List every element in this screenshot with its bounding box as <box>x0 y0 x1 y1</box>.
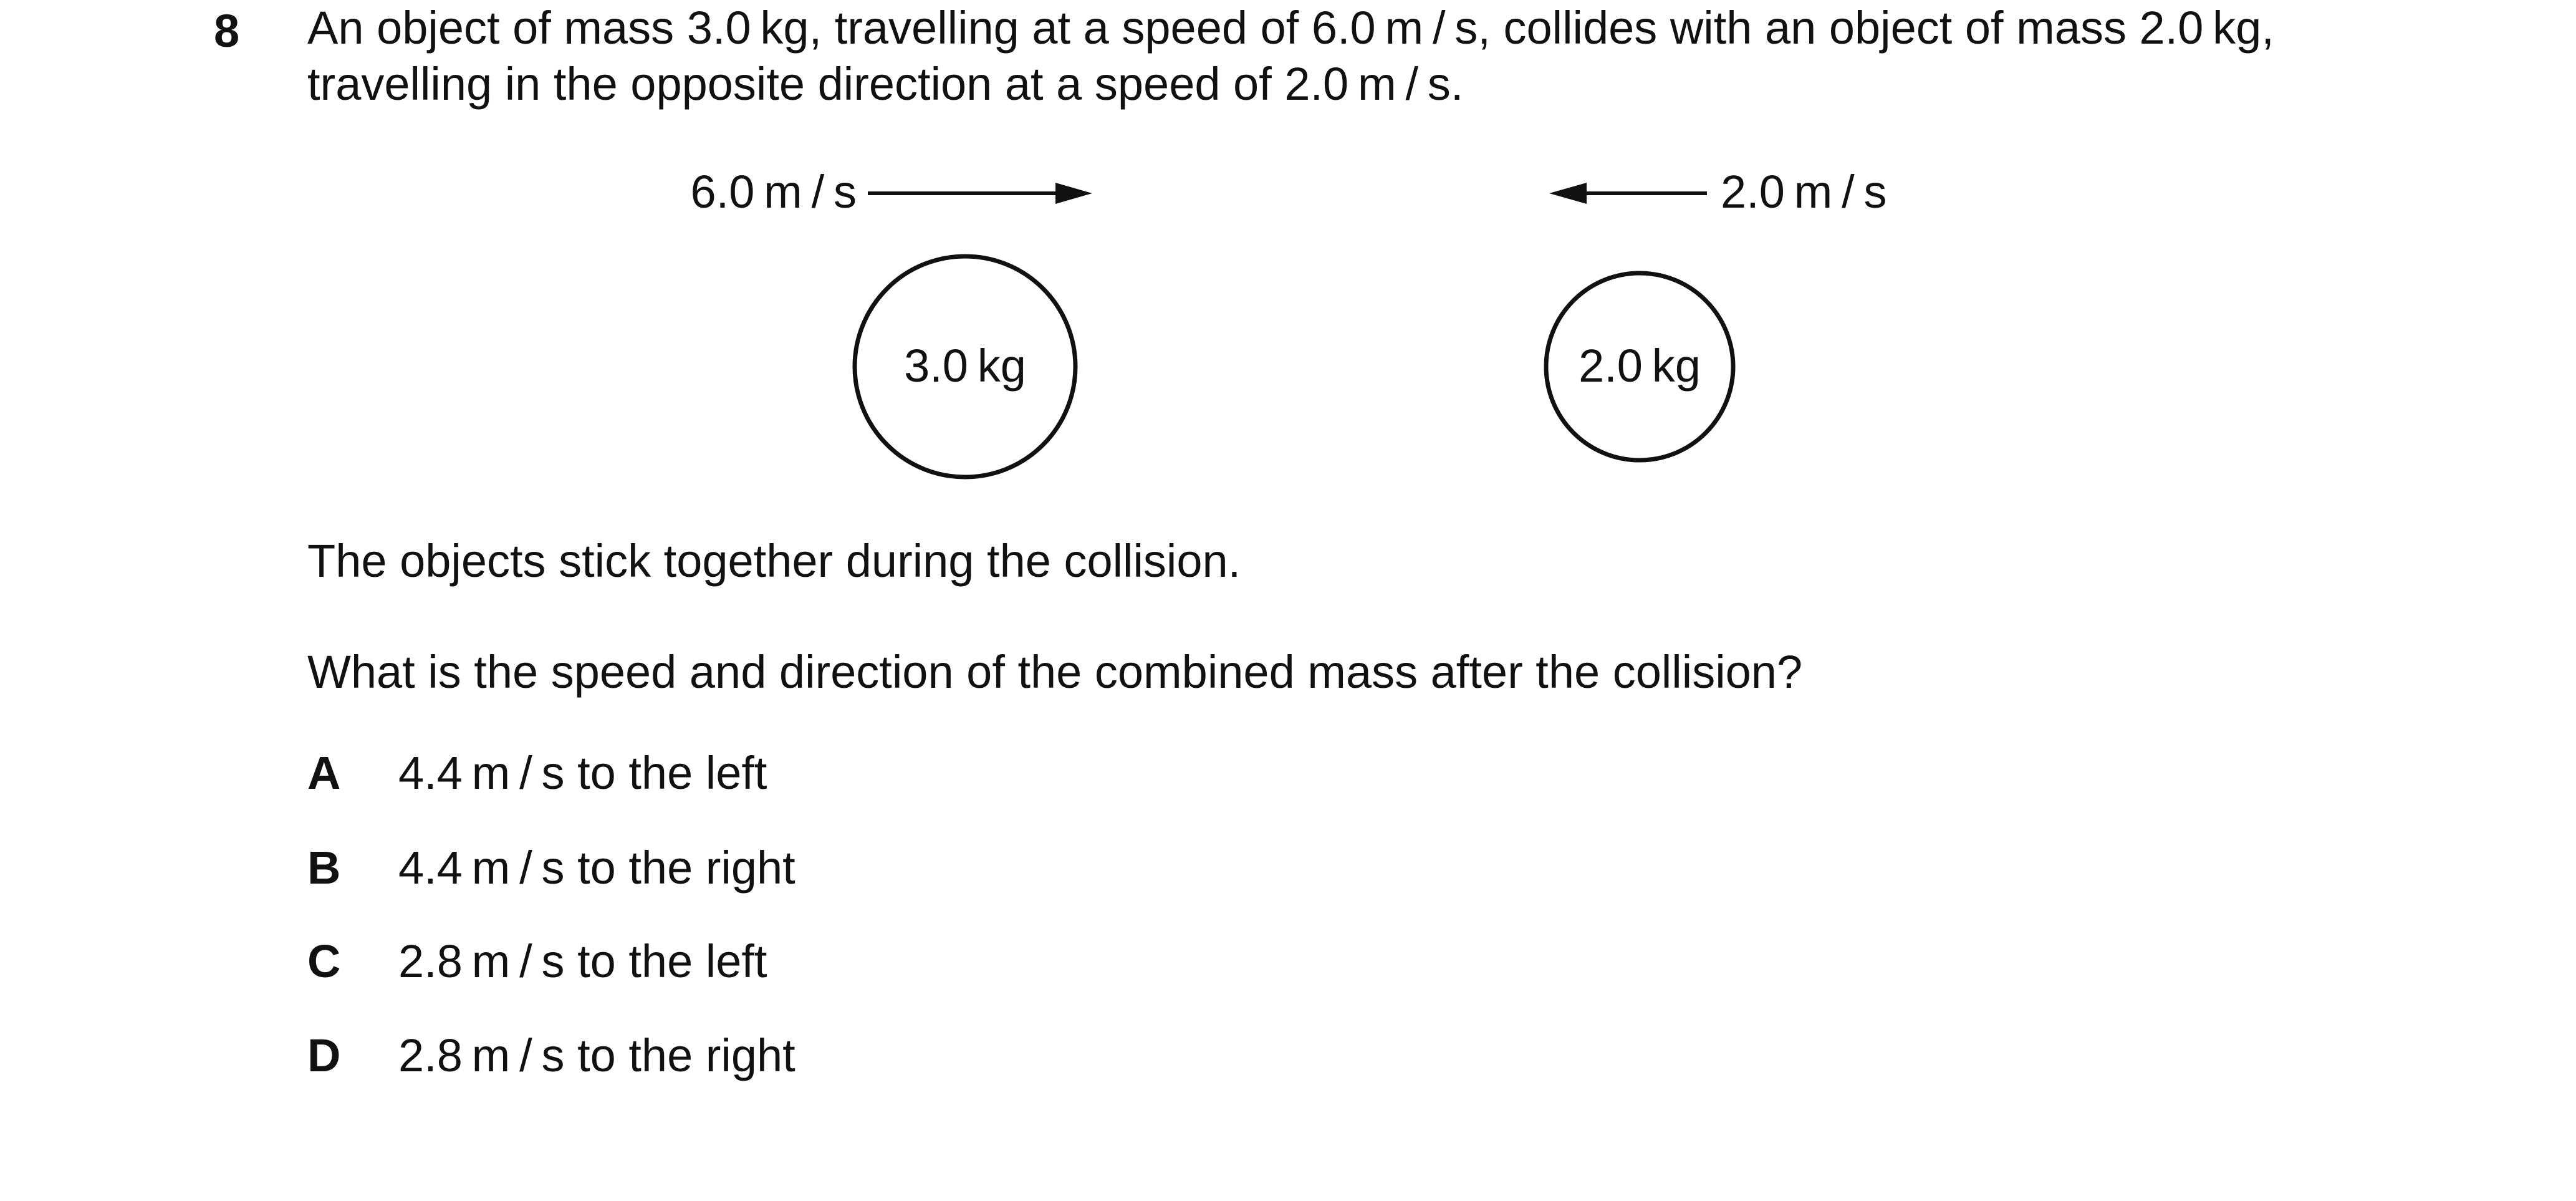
right-mass-label: 2.0 kg <box>1579 340 1701 392</box>
stem-line-1: An object of mass 3.0 kg, travelling at a speed of 6.0 m / s, collides with an object of mass 2.0 kg, <box>307 2 2274 54</box>
prompt-text: What is the speed and direction of the combined mass after the collision? <box>307 646 1803 698</box>
left-velocity-label: 6.0 m / s <box>690 166 857 218</box>
option-letter: B <box>307 842 341 894</box>
option-text: 2.8 m / s to the left <box>398 935 767 987</box>
right-velocity-label: 2.0 m / s <box>1721 166 1887 218</box>
left-mass-label: 3.0 kg <box>904 340 1026 392</box>
option-text: 2.8 m / s to the right <box>398 1030 795 1081</box>
option-letter: D <box>307 1030 341 1081</box>
option-a[interactable] <box>307 745 767 801</box>
option-letter: A <box>307 747 341 799</box>
option-c[interactable] <box>307 933 767 990</box>
option-d[interactable] <box>307 1028 795 1084</box>
option-text: 4.4 m / s to the left <box>398 747 767 799</box>
option-b[interactable] <box>307 840 795 896</box>
collision-diagram <box>0 0 2576 511</box>
option-text: 4.4 m / s to the right <box>398 842 795 894</box>
question-number: 8 <box>214 5 240 57</box>
left-arrow-head <box>1055 183 1092 204</box>
stem-line-2: travelling in the opposite direction at a speed of 2.0 m / s. <box>307 58 1464 110</box>
option-letter: C <box>307 935 341 987</box>
statement-text: The objects stick together during the collision. <box>307 535 1241 587</box>
